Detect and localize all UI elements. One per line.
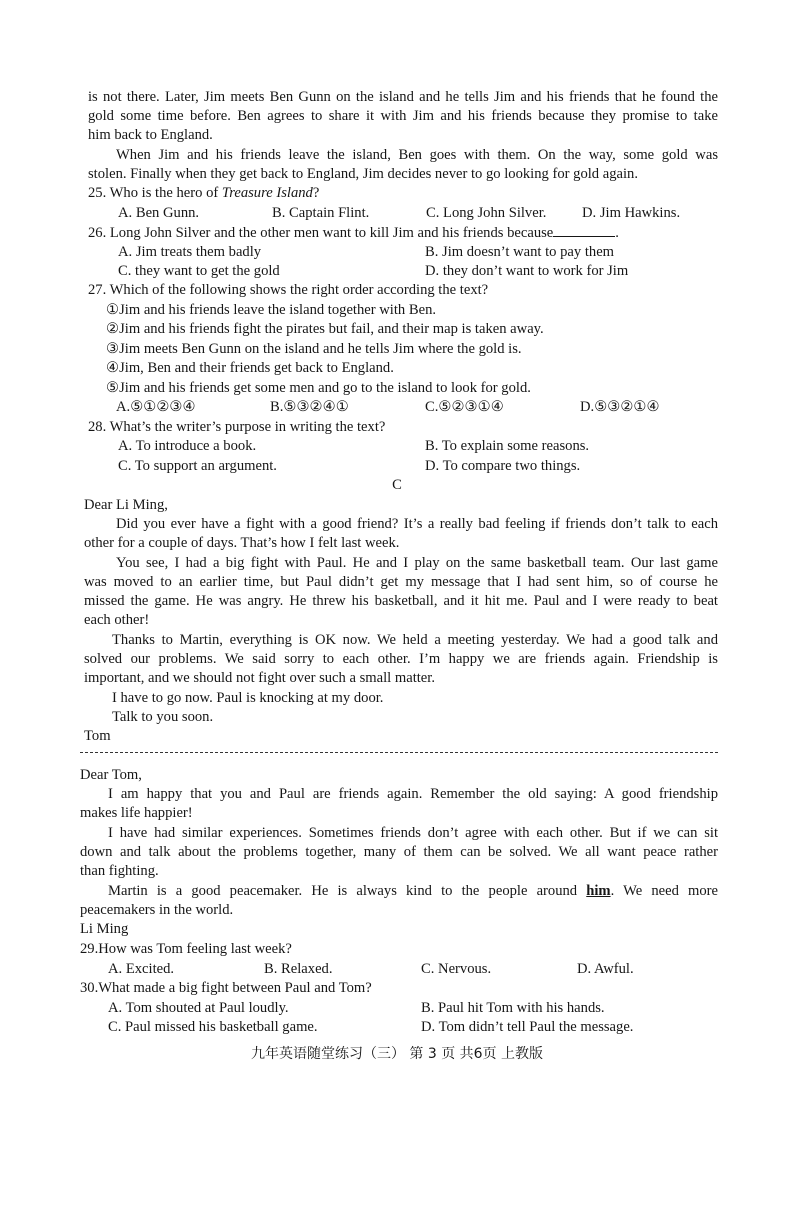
question-25-stem: 25. Who is the hero of Treasure Island?	[88, 185, 320, 201]
q25-option-d: D. Jim Hawkins.	[582, 205, 681, 221]
page-footer: 九年英语随堂练习（三） 第 3 页 共6页 上教版	[250, 1046, 544, 1062]
q27-option-c: C.⑤②③①④	[425, 399, 504, 415]
passage-line: stolen. Finally when they get back to England, Jim decides never to go looking for gold again.	[88, 166, 638, 182]
letter-line: Martin is a good peacemaker. He is always kind to the people around him. We need more	[108, 883, 718, 899]
letter-greeting: Dear Tom,	[80, 767, 142, 783]
letter-line: I am happy that you and Paul are friends again. Remember the old saying: A good friendship	[108, 786, 718, 802]
letter-signature: Li Ming	[80, 921, 129, 937]
letter-line: I have to go now. Paul is knocking at my door.	[112, 690, 384, 706]
q27-option-d: D.⑤③②①④	[580, 399, 660, 415]
letter-line: You see, I had a big fight with Paul. He and I play on the same basketball team. Our last game	[116, 555, 718, 571]
q26-option-d: D. they don’t want to work for Jim	[425, 263, 629, 279]
question-30-stem: 30.What made a big fight between Paul and Tom?	[80, 980, 372, 996]
q26-option-c: C. they want to get the gold	[118, 263, 280, 279]
q27-option-b: B.⑤③②④①	[270, 399, 349, 415]
question-28-stem: 28. What’s the writer’s purpose in writing the text?	[88, 419, 386, 435]
q26-option-a: A. Jim treats them badly	[118, 244, 262, 260]
passage-line: is not there. Later, Jim meets Ben Gunn on the island and he tells Jim and his friends that he found the	[88, 89, 718, 105]
letter-line: important, and we should not fight over such a small matter.	[84, 670, 435, 686]
q27-statement-2: ②Jim and his friends fight the pirates but fail, and their map is taken away.	[106, 321, 544, 337]
letter-line: missed the game. He was angry. He threw his basketball, and it hit me. Paul and I were ready to beat	[84, 593, 718, 609]
q25-option-b: B. Captain Flint.	[272, 205, 370, 221]
letter-line: was moved to an earlier time, but Paul didn’t get my message that I had sent him, so of course he	[84, 574, 718, 590]
question-29-stem: 29.How was Tom feeling last week?	[80, 941, 292, 957]
q28-option-b: B. To explain some reasons.	[425, 438, 590, 454]
letter-signature: Tom	[84, 728, 111, 744]
question-27-stem: 27. Which of the following shows the right order according the text?	[88, 282, 489, 298]
q29-option-c: C. Nervous.	[421, 961, 492, 977]
passage-line: gold some time before. Ben agrees to share it with Jim and his friends because they promise to take	[88, 108, 718, 124]
answer-blank	[553, 223, 615, 237]
q27-statement-1: ①Jim and his friends leave the island together with Ben.	[106, 302, 437, 318]
emphasized-word: him	[586, 883, 611, 899]
q30-option-c: C. Paul missed his basketball game.	[108, 1019, 318, 1035]
letter-line: peacemakers in the world.	[80, 902, 234, 918]
q29-option-d: D. Awful.	[577, 961, 634, 977]
letter-greeting: Dear Li Ming,	[84, 497, 168, 513]
letter-line: other for a couple of days. That’s how I felt last week.	[84, 535, 400, 551]
q27-option-a: A.⑤①②③④	[116, 399, 196, 415]
letter-line: makes life happier!	[80, 805, 193, 821]
q27-statement-4: ④Jim, Ben and their friends get back to England.	[106, 360, 394, 376]
q30-option-b: B. Paul hit Tom with his hands.	[421, 1000, 605, 1016]
letter-line: Thanks to Martin, everything is OK now. We held a meeting yesterday. We had a good talk and	[112, 632, 718, 648]
letter-line: Did you ever have a fight with a good friend? It’s a really bad feeling if friends don’t talk to each	[116, 516, 718, 532]
question-26-stem: 26. Long John Silver and the other men want to kill Jim and his friends because .	[88, 225, 619, 241]
q28-option-c: C. To support an argument.	[118, 458, 277, 474]
letter-line: than fighting.	[80, 863, 159, 879]
letter-line: Talk to you soon.	[112, 709, 214, 725]
q25-option-c: C. Long John Silver.	[426, 205, 547, 221]
dashed-divider	[80, 752, 718, 753]
passage-line: him back to England.	[88, 127, 213, 143]
letter-line: down and talk about the problems together, many of them can be solved. We all want peace rather	[80, 844, 718, 860]
q30-option-a: A. Tom shouted at Paul loudly.	[108, 1000, 289, 1016]
q25-option-a: A. Ben Gunn.	[118, 205, 200, 221]
q26-option-b: B. Jim doesn’t want to pay them	[425, 244, 615, 260]
q28-option-a: A. To introduce a book.	[118, 438, 257, 454]
passage-line: When Jim and his friends leave the island, Ben goes with them. On the way, some gold was	[116, 147, 718, 163]
q29-option-a: A. Excited.	[108, 961, 175, 977]
q27-statement-5: ⑤Jim and his friends get some men and go to the island to look for gold.	[106, 380, 531, 396]
section-label: C	[392, 477, 402, 493]
letter-line: each other!	[84, 612, 150, 628]
q29-option-b: B. Relaxed.	[264, 961, 333, 977]
letter-line: solved our problems. We said sorry to each other. I’m happy we are friends again. Friendship is	[84, 651, 718, 667]
q27-statement-3: ③Jim meets Ben Gunn on the island and he tells Jim where the gold is.	[106, 341, 522, 357]
q28-option-d: D. To compare two things.	[425, 458, 581, 474]
letter-line: I have had similar experiences. Sometimes friends don’t agree with each other. But if we can sit	[108, 825, 718, 841]
q30-option-d: D. Tom didn’t tell Paul the message.	[421, 1019, 634, 1035]
